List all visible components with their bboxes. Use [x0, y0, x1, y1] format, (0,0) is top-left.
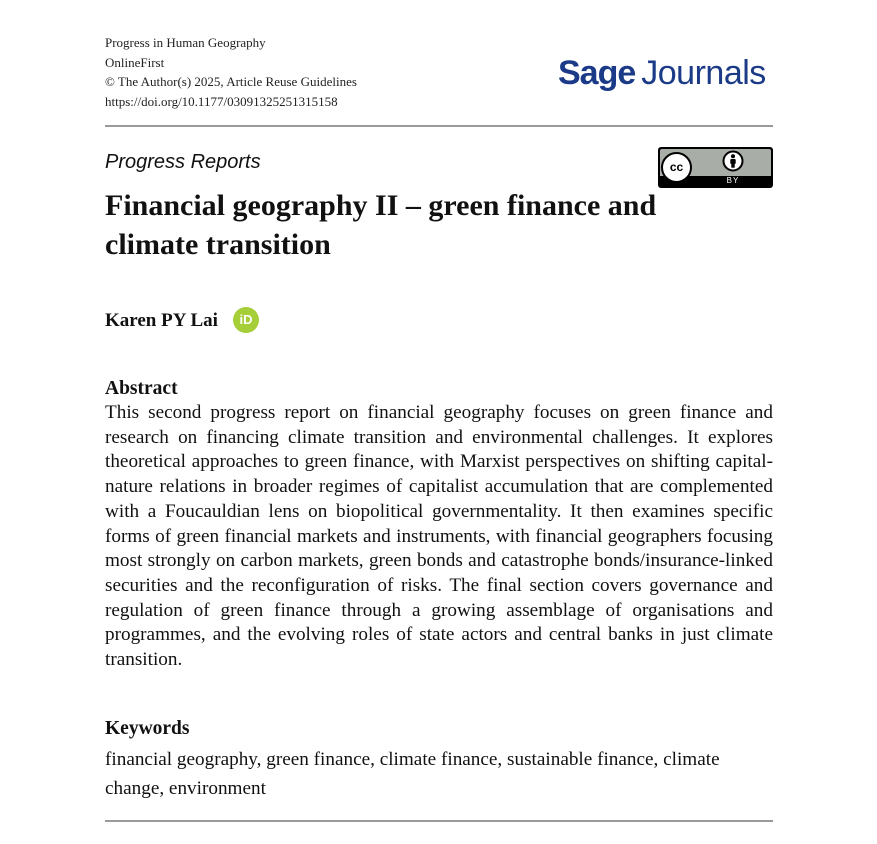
logo-sage: Sage — [558, 54, 636, 92]
article-title: Financial geography II – green finance and climate transition — [105, 189, 657, 261]
article-meta — [105, 33, 357, 111]
footer-divider — [105, 820, 773, 822]
copyright-line[interactable]: © The Author(s) 2025, Article Reuse Guidelines — [105, 74, 357, 89]
cc-by-license-badge[interactable] — [658, 147, 773, 188]
abstract-text: This second progress report on financial geography focuses on green finance and research on financing climate transition and environmental challenges. It explores theoretical approaches to green finance, with Marxist perspectives on shifting capital-nature relations in broader regimes of capitalist accumulation that are complemented with a Foucauldian lens on biopolitical governmentality. It then examines specific forms of green financial markets and instruments, with financial geographers focusing most strongly on carbon markets, green bonds and catastrophe bonds/insurance-linked securities and the reconfiguration of risks. The final section covers governance and regulation of green finance through a growing assemblage of organisations and programmes, and the evolving roles of state actors and central banks in just climate transition. — [105, 402, 773, 671]
cc-icon-label: cc — [669, 160, 684, 174]
keywords-heading: Keywords — [105, 718, 190, 739]
doi-link[interactable]: https://doi.org/10.1177/03091325251315158 — [105, 93, 338, 109]
journal-name: Progress in Human Geography — [105, 35, 266, 50]
author-name[interactable]: Karen PY Lai — [105, 310, 218, 331]
by-label: BY — [726, 176, 740, 185]
abstract-heading: Abstract — [105, 378, 178, 399]
section-label: Progress Reports — [105, 151, 261, 173]
logo-journals: Journals — [641, 54, 766, 92]
header-divider — [105, 125, 773, 127]
orcid-icon[interactable] — [233, 307, 259, 333]
orcid-icon-label: iD — [239, 312, 253, 327]
issue-label: OnlineFirst — [105, 54, 165, 70]
attribution-person-icon — [722, 150, 744, 172]
cc-icon — [661, 152, 692, 183]
sage-journals-logo — [558, 53, 766, 93]
keywords-text: financial geography, green finance, climate finance, sustainable finance, climate change, environment — [105, 749, 720, 799]
